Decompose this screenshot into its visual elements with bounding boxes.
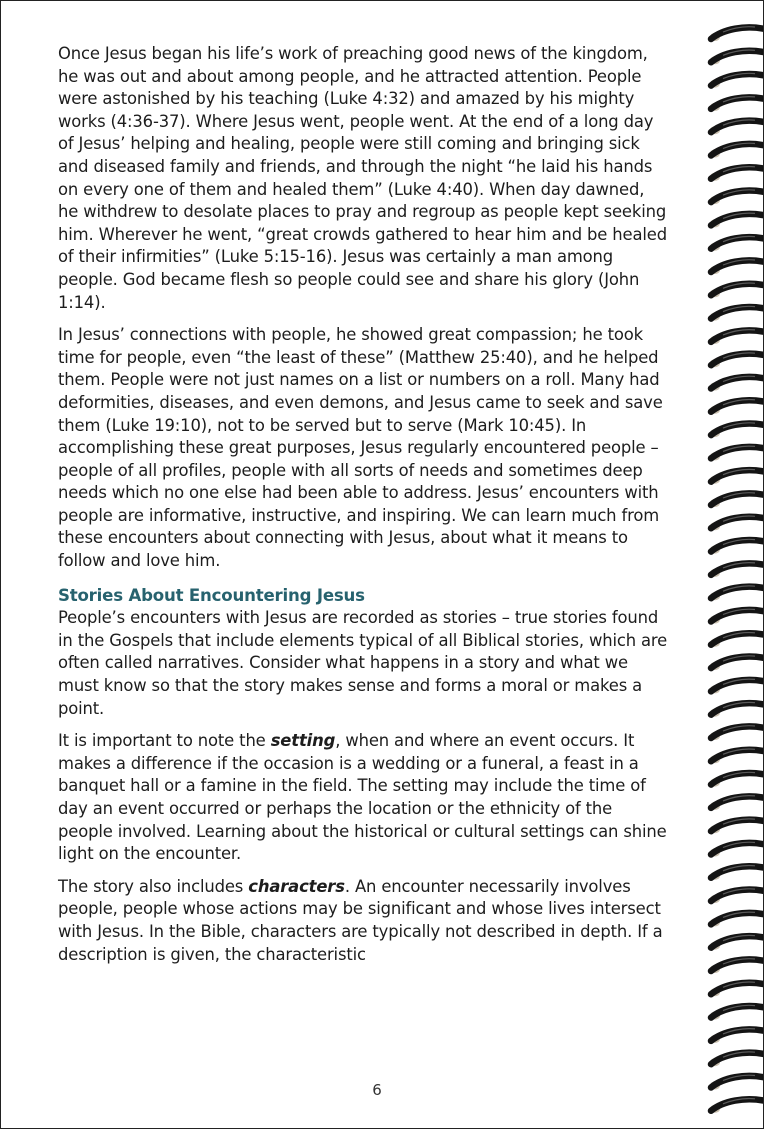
page-content <box>58 43 668 976</box>
binding-coil <box>711 959 763 971</box>
binding-coil <box>711 726 763 738</box>
setting-text-before: It is important to note the <box>58 731 271 751</box>
binding-coil <box>711 657 763 669</box>
binding-coil <box>711 27 763 39</box>
binding-coil <box>711 97 763 109</box>
binding-coil <box>711 167 763 179</box>
binding-coil <box>711 633 763 645</box>
binding-coil <box>711 983 763 995</box>
binding-coil <box>711 191 763 203</box>
binding-coil <box>711 354 763 366</box>
binding-coil <box>711 843 763 855</box>
binding-coil <box>711 587 763 599</box>
binding-coil <box>711 493 763 505</box>
setting-text-after: , when and where an event occurs. It makes a difference if the occasion is a wedding or a funeral, a feast in a banquet hall or a famine in the field. The setting may include the time of day an event occurred or perhaps the location or the ethnicity of the people involved. Learning about the historical or cultural settings can shine light on the encounter. <box>58 731 667 864</box>
binding-coil <box>711 820 763 832</box>
binding-coil <box>711 400 763 412</box>
binding-coil <box>711 214 763 226</box>
binding-coil <box>711 913 763 925</box>
binding-coil <box>711 703 763 715</box>
page-number: 6 <box>372 1081 382 1099</box>
binding-coil <box>711 680 763 692</box>
binding-coil <box>711 307 763 319</box>
characters-paragraph <box>58 876 668 966</box>
binding-coil <box>711 610 763 622</box>
binding-coil <box>711 1076 763 1088</box>
binding-coil <box>711 447 763 459</box>
binding-coil <box>711 1029 763 1041</box>
binding-coil <box>711 470 763 482</box>
binding-coil <box>711 796 763 808</box>
binding-coil <box>711 260 763 272</box>
section-heading: Stories About Encountering Jesus <box>58 585 365 605</box>
binding-coil <box>711 517 763 529</box>
binding-coil <box>711 330 763 342</box>
binding-coil <box>711 1053 763 1065</box>
binding-coil <box>711 424 763 436</box>
setting-paragraph <box>58 730 668 866</box>
binding-coil <box>711 144 763 156</box>
binding-coil <box>711 121 763 133</box>
binding-coil <box>711 563 763 575</box>
binding-coil <box>711 936 763 948</box>
binding-coil <box>711 377 763 389</box>
binding-coil <box>711 540 763 552</box>
characters-term: characters <box>248 876 345 896</box>
intro-paragraph-2: In Jesus’ connections with people, he showed great compassion; he took time for people, even “the least of these” (Matthew 25:40), and he helped them. People were not just names on a list or numbers on a roll. Many had deformities, diseases, and even demons, and Jesus came to seek and save them (Luke 19:10), not to be served but to serve (Mark 10:45). In accomplishing these great purposes, Jesus regularly encountered people – people of all profiles, people with all sorts of needs and sometimes deep needs which no one else had been able to address. Jesus’ encounters with people are informative, instructive, and inspiring. We can learn much from these encounters about connecting with Jesus, about what it means to follow and love him. <box>58 325 663 571</box>
binding-coil <box>711 773 763 785</box>
section-paragraph-stories: People’s encounters with Jesus are recorded as stories – true stories found in the Gospels that include elements typical of all Biblical stories, which are often called narratives. Consider what happens in a story and what we must know so that the story makes sense and forms a moral or makes a point. <box>58 608 668 718</box>
binding-coil <box>711 866 763 878</box>
binding-coil <box>711 51 763 63</box>
binding-coil <box>711 1099 763 1111</box>
binding-coil <box>711 750 763 762</box>
binding-coil <box>711 1006 763 1018</box>
intro-paragraph-1: Once Jesus began his life’s work of preaching good news of the kingdom, he was out and about among people, and he attracted attention. People were astonished by his teaching (Luke 4:32) and amazed by his mighty works (4:36-37). Where Jesus went, people went. At the end of a long day of Jesus’ helping and healing, people were still coming and bringing sick and diseased family and friends, and through the night “he laid his hands on every one of them and healed them” (Luke 4:40). When day dawned, he withdrew to desolate places to pray and regroup as people kept seeking him. Wherever he went, “great crowds gathered to hear him and be healed of their infirmities” (Luke 5:15-16). Jesus was certainly a man among people. God became flesh so people could see and share his glory (John 1:14). <box>58 44 667 312</box>
binding-coil <box>711 890 763 902</box>
spiral-binding <box>693 1 763 1129</box>
binding-coil <box>711 237 763 249</box>
characters-text-before: The story also includes <box>58 876 249 896</box>
binding-coil <box>711 74 763 86</box>
setting-term: setting <box>270 731 336 751</box>
characters-text-after: . An encounter necessarily involves people, people whose actions may be significant and whose lives intersect with Jesus. In the Bible, characters are typically not described in depth. If a description is given, the characteristic <box>58 876 663 964</box>
binding-coil <box>711 284 763 296</box>
